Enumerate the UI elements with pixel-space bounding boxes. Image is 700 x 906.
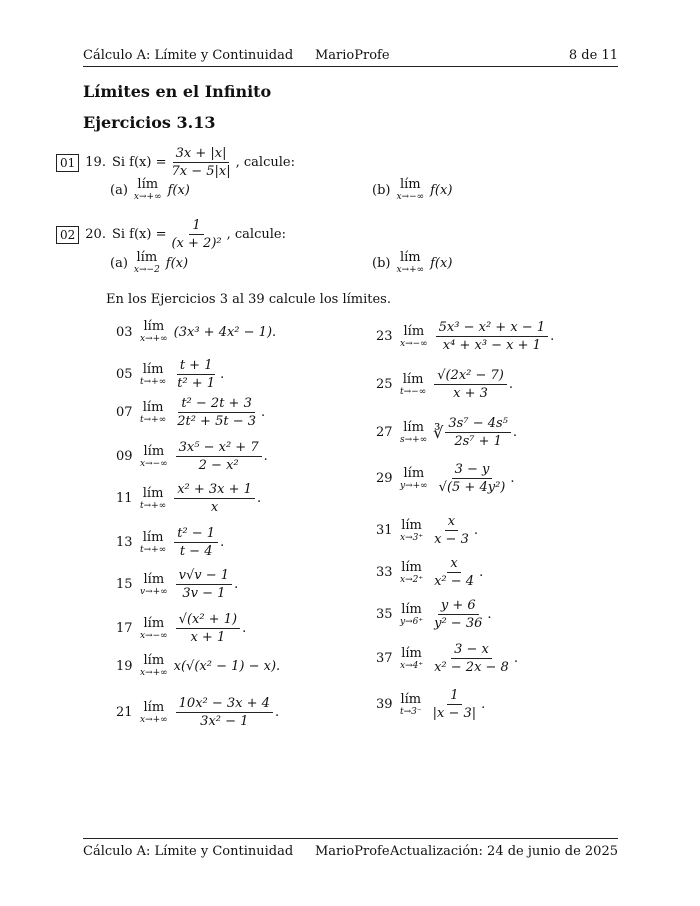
lim-sub: x→+∞ [140, 714, 168, 725]
limit-operator [134, 251, 160, 275]
exercise-number: 05 [116, 367, 133, 382]
fraction [174, 482, 255, 515]
fraction [431, 514, 472, 547]
limit-expr: x(√(x² − 1) − x). [173, 658, 281, 674]
exercise-number: 25 [376, 377, 393, 392]
numerator: x [445, 514, 458, 531]
limit-operator [400, 467, 428, 491]
subsection-title: Ejercicios 3.13 [83, 113, 216, 132]
numerator: t + 1 [177, 358, 216, 375]
fraction [436, 320, 548, 353]
problem-tail: , calcule: [235, 155, 295, 170]
denominator: x + 3 [453, 386, 488, 401]
lim-sub: t→3⁻ [400, 706, 422, 717]
lim-sub: s→+∞ [400, 434, 428, 445]
fraction [431, 556, 477, 589]
page-footer [83, 838, 618, 861]
period: . [479, 565, 484, 580]
lim-word: lím [400, 691, 422, 707]
part-b [372, 178, 452, 202]
exercise-number: 03 [116, 324, 133, 340]
numerator: 3x⁵ − x² + 7 [176, 440, 262, 457]
exercise-17 [116, 612, 246, 645]
limit-operator [140, 320, 168, 344]
numerator: x² + 3x + 1 [174, 482, 255, 499]
cube-root-icon: ∛ [433, 423, 444, 442]
limit-expr: f(x) [430, 182, 453, 198]
problem-box: 01 [56, 154, 79, 172]
period: . [512, 425, 518, 440]
exercise-number: 15 [116, 577, 133, 592]
lim-sub: t→+∞ [140, 500, 167, 511]
period: . [550, 329, 555, 344]
lim-sub: y→6⁺ [400, 616, 424, 627]
fraction [176, 440, 262, 473]
numerator: x [447, 556, 460, 573]
period: . [220, 367, 225, 382]
lim-word: lím [403, 323, 425, 339]
lim-sub: t→+∞ [140, 414, 167, 425]
limit-operator [400, 519, 423, 543]
fraction [176, 568, 232, 601]
exercise-number: 27 [376, 425, 393, 440]
exercise-05 [116, 358, 224, 391]
period: . [487, 607, 492, 622]
problem-number: 20. [85, 227, 106, 242]
denominator: 7x − 5|x| [171, 164, 231, 179]
instruction-text: En los Ejercicios 3 al 39 calcule los límites. [106, 292, 391, 307]
limit-expr: f(x) [167, 182, 190, 198]
lim-word: lím [403, 465, 425, 481]
limit-expr: f(x) [430, 255, 453, 271]
denominator: x [210, 500, 219, 515]
period: . [261, 405, 266, 420]
exercise-39 [376, 688, 485, 721]
problem-20 [56, 218, 286, 251]
exercise-number: 19 [116, 658, 133, 674]
exercise-29 [376, 462, 515, 495]
period: . [513, 651, 518, 666]
numerator: 10x² − 3x + 4 [176, 696, 273, 713]
limit-expr: f(x) [165, 255, 189, 271]
problem-intro: Si f(x) = [111, 155, 167, 170]
lim-sub: x→−∞ [396, 192, 425, 202]
exercise-27 [376, 416, 517, 449]
exercise-35 [376, 598, 492, 631]
limit-operator [140, 654, 168, 678]
fraction [431, 598, 485, 631]
lim-word: lím [143, 571, 165, 587]
part-label: (b) [372, 182, 391, 198]
denominator: x + 1 [190, 630, 226, 645]
denominator: (x + 2)² [171, 236, 222, 251]
denominator: 3v − 1 [182, 586, 226, 601]
period: . [220, 535, 225, 550]
part-b [372, 251, 452, 275]
denominator: y² − 36 [434, 616, 483, 631]
fraction [168, 218, 224, 251]
limit-operator [140, 617, 168, 641]
lim-word: lím [142, 529, 164, 545]
lim-sub: t→+∞ [140, 376, 167, 387]
limit-expr: (3x³ + 4x² − 1). [173, 324, 277, 340]
lim-word: lím [143, 615, 165, 631]
limit-operator [140, 573, 168, 597]
part-label: (b) [372, 255, 391, 271]
lim-word: lím [401, 559, 422, 575]
exercise-number: 33 [376, 565, 393, 580]
lim-sub: y→+∞ [400, 480, 428, 491]
exercise-09 [116, 440, 268, 473]
period: . [263, 449, 268, 464]
numerator: y + 6 [438, 598, 479, 615]
denominator: t − 4 [179, 544, 213, 559]
fraction [176, 696, 273, 729]
lim-sub: x→−∞ [140, 630, 168, 641]
limit-operator [140, 445, 168, 469]
denominator: √(5 + 4y²) [438, 480, 506, 495]
numerator: v√v − 1 [176, 568, 232, 585]
exercise-11 [116, 482, 261, 515]
exercise-number: 23 [376, 329, 393, 344]
denominator: |x − 3| [432, 706, 477, 721]
lim-sub: x→−2 [133, 265, 160, 275]
footer-center: MarioProfe [315, 844, 390, 859]
lim-sub: x→4⁺ [400, 660, 424, 671]
exercise-number: 17 [116, 621, 133, 636]
lim-sub: x→−∞ [140, 458, 168, 469]
period: . [234, 577, 239, 592]
fraction [430, 688, 480, 721]
denominator: x⁴ + x³ − x + 1 [442, 338, 541, 353]
exercise-number: 31 [376, 523, 393, 538]
fraction [434, 368, 507, 401]
exercise-13 [116, 526, 224, 559]
lim-word: lím [143, 653, 165, 668]
part-label: (a) [110, 255, 128, 271]
denominator: x² − 4 [434, 574, 475, 589]
limit-operator [396, 178, 424, 202]
limit-operator [400, 325, 428, 349]
numerator: 3s⁷ − 4s⁵ [445, 416, 510, 433]
fraction [431, 642, 512, 675]
period: . [256, 491, 262, 506]
lim-word: lím [399, 177, 421, 192]
numerator: t² − 1 [174, 526, 218, 543]
period: . [508, 377, 514, 392]
numerator: 1 [189, 218, 203, 235]
denominator: 2s⁷ + 1 [454, 434, 502, 449]
exercise-number: 35 [376, 607, 393, 622]
lim-sub: x→2⁺ [400, 574, 424, 585]
exercise-number: 07 [116, 405, 133, 420]
limit-operator [400, 693, 422, 717]
denominator: t² + 1 [177, 376, 216, 391]
exercise-03 [116, 320, 276, 344]
lim-sub: x→3⁺ [400, 532, 424, 543]
denominator: 3x² − 1 [200, 714, 249, 729]
problem-number: 19. [85, 155, 106, 170]
section-title: Límites en el Infinito [83, 82, 272, 101]
period: . [242, 621, 247, 636]
limit-operator [400, 421, 427, 445]
part-a [110, 251, 188, 275]
part-a [110, 178, 190, 202]
header-center: MarioProfe [315, 48, 390, 63]
denominator: x − 3 [434, 532, 469, 547]
lim-word: lím [401, 645, 422, 661]
lim-sub: x→+∞ [140, 334, 168, 344]
period: . [481, 697, 486, 712]
footer-left: Cálculo A: Límite y Continuidad [83, 844, 294, 859]
denominator: 2 − x² [198, 458, 239, 473]
limit-operator [400, 561, 423, 585]
lim-sub: x→+∞ [140, 668, 168, 678]
exercise-number: 29 [376, 471, 393, 486]
exercise-33 [376, 556, 483, 589]
exercise-number: 13 [116, 535, 133, 550]
numerator: √(x² + 1) [176, 612, 240, 629]
lim-sub: x→+∞ [133, 192, 162, 202]
problem-19 [56, 146, 295, 179]
fraction [176, 612, 240, 645]
exercise-19 [116, 654, 280, 678]
exercise-25 [376, 368, 513, 401]
numerator: t² − 2t + 3 [178, 396, 255, 413]
exercise-number: 09 [116, 449, 133, 464]
problem-tail: , calcule: [226, 227, 286, 242]
lim-sub: t→+∞ [140, 544, 167, 555]
lim-word: lím [401, 517, 422, 533]
lim-word: lím [136, 250, 158, 265]
fraction [174, 358, 218, 391]
exercise-number: 11 [116, 491, 133, 506]
page-header [83, 48, 618, 67]
limit-operator [140, 531, 166, 555]
problem-box: 02 [56, 226, 79, 244]
lim-sub: v→+∞ [140, 586, 168, 597]
lim-sub: x→+∞ [396, 265, 425, 275]
numerator: √(2x² − 7) [434, 368, 507, 385]
denominator: 2t² + 5t − 3 [177, 414, 256, 429]
fraction [168, 146, 233, 179]
exercise-number: 39 [376, 697, 393, 712]
exercise-31 [376, 514, 478, 547]
problem-intro: Si f(x) = [111, 227, 167, 242]
period: . [274, 705, 280, 720]
part-label: (a) [110, 182, 128, 198]
limit-operator [134, 178, 162, 202]
limit-operator [140, 487, 166, 511]
exercise-number: 37 [376, 651, 393, 666]
fraction [174, 526, 218, 559]
period: . [473, 523, 478, 538]
lim-word: lím [399, 250, 421, 265]
limit-operator [400, 373, 426, 397]
exercise-number: 21 [116, 705, 133, 720]
fraction [174, 396, 259, 429]
numerator: 3x + |x| [173, 146, 230, 163]
lim-word: lím [142, 361, 164, 377]
lim-sub: x→−∞ [400, 338, 428, 349]
lim-word: lím [402, 371, 424, 387]
header-page-number: 8 de 11 [568, 48, 618, 63]
numerator: 1 [447, 688, 461, 705]
exercise-07 [116, 396, 265, 429]
limit-operator [140, 701, 168, 725]
numerator: 5x³ − x² + x − 1 [436, 320, 548, 337]
numerator: 3 − x [451, 642, 492, 659]
lim-word: lím [137, 177, 159, 192]
lim-word: lím [401, 601, 422, 617]
fraction [436, 462, 509, 495]
numerator: 3 − y [452, 462, 493, 479]
limit-operator [140, 401, 166, 425]
denominator: x² − 2x − 8 [434, 660, 509, 675]
lim-word: lím [142, 399, 164, 415]
lim-sub: t→−∞ [400, 386, 427, 397]
exercise-37 [376, 642, 518, 675]
limit-operator [140, 363, 166, 387]
header-left: Cálculo A: Límite y Continuidad [83, 48, 294, 63]
exercise-23 [376, 320, 554, 353]
lim-word: lím [403, 419, 424, 435]
lim-word: lím [143, 443, 165, 459]
exercise-21 [116, 696, 279, 729]
lim-word: lím [143, 699, 165, 715]
footer-right: Actualización: 24 de junio de 2025 [389, 844, 618, 859]
limit-operator [396, 251, 424, 275]
exercise-15 [116, 568, 238, 601]
period: . [510, 471, 515, 486]
limit-operator [400, 603, 423, 627]
limit-operator [400, 647, 423, 671]
lim-word: lím [143, 319, 165, 334]
lim-word: lím [142, 485, 164, 501]
fraction [445, 416, 510, 449]
